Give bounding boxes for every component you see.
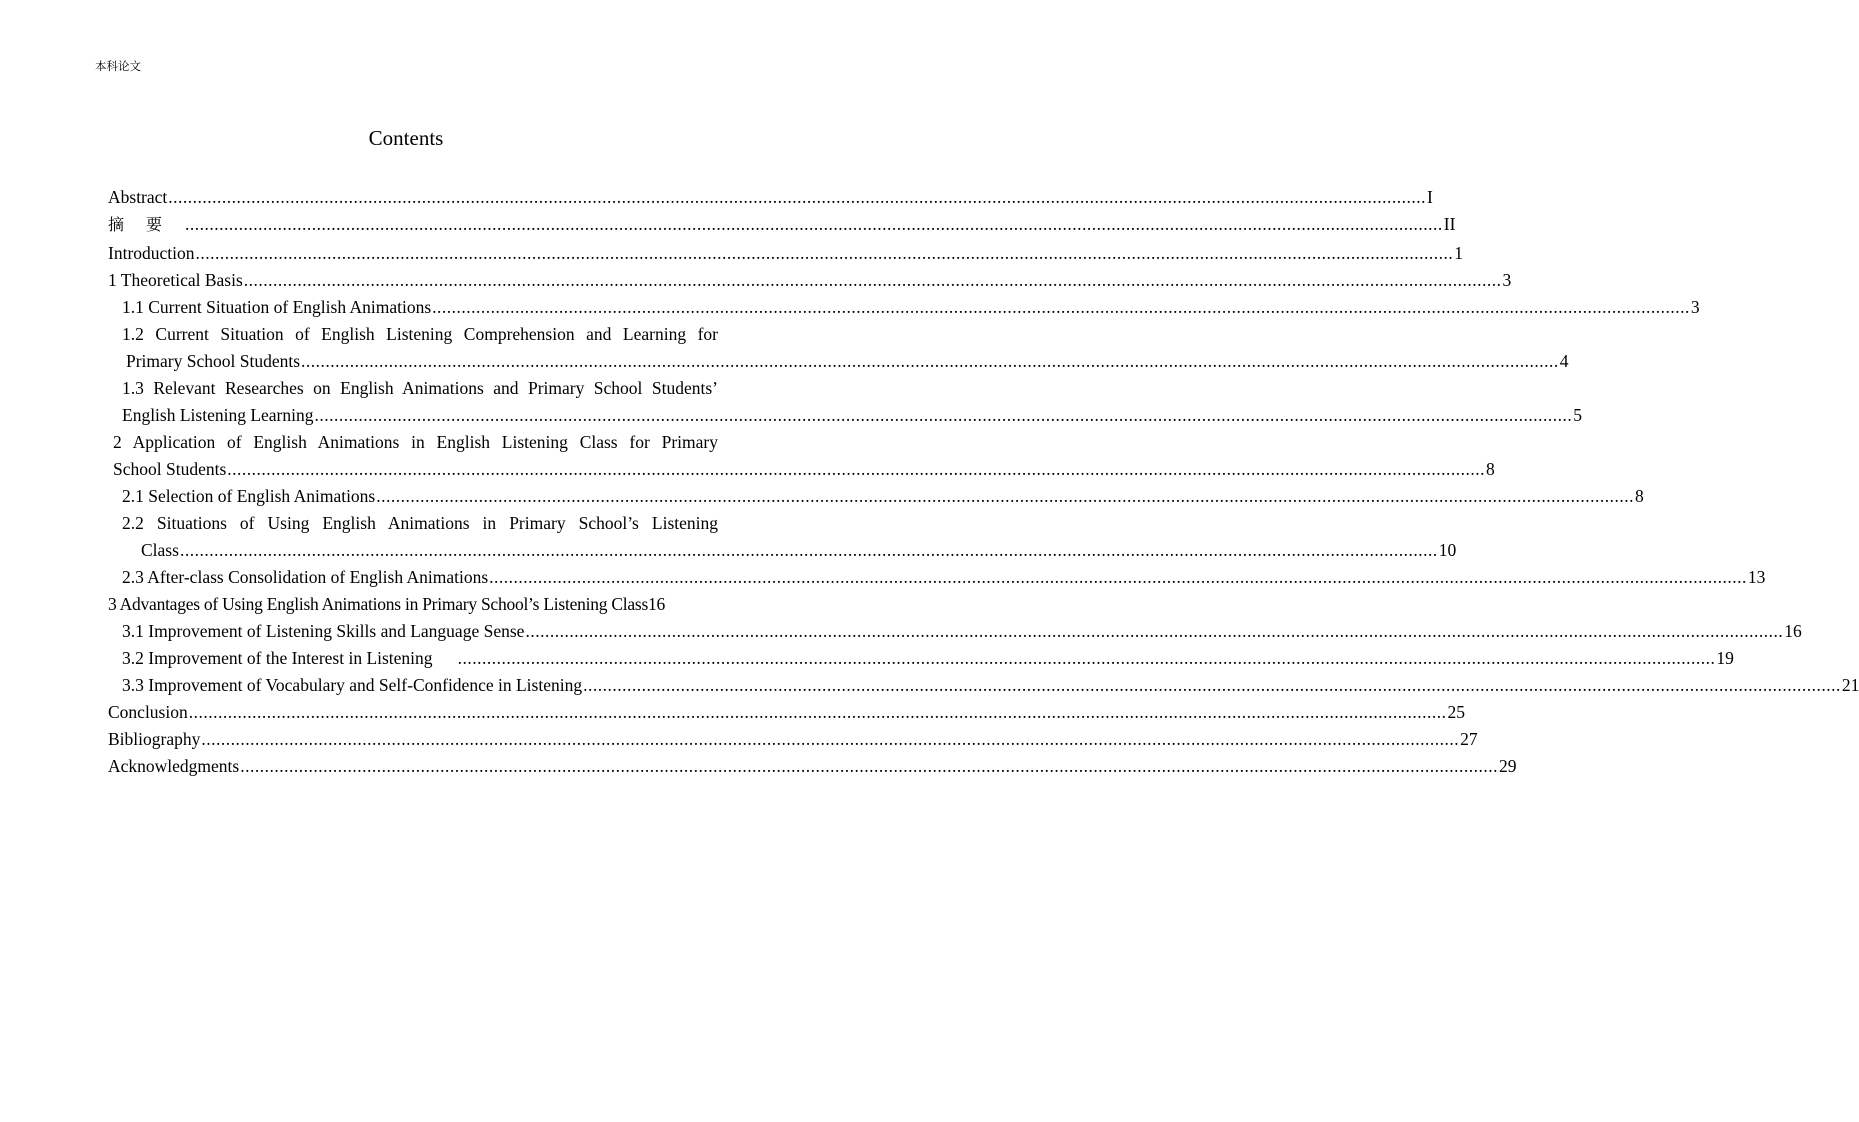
toc-entry-introduction[interactable]: [108, 240, 1464, 267]
toc-entry-label: Conclusion: [108, 702, 188, 722]
dot-leader: ..................................................................................................................................................................................................................................................................: [301, 351, 1559, 371]
toc-entry-chapter-1[interactable]: [108, 267, 1512, 294]
toc-page-number: 21: [1841, 675, 1859, 695]
toc-page-number: 25: [1447, 702, 1465, 722]
toc-page-number: II: [1443, 214, 1456, 234]
toc-entry-conclusion[interactable]: [108, 699, 1465, 726]
dot-leader: ..................................................................................................................................................................................................................................................................: [489, 567, 1747, 587]
toc-entry-label: 3.1 Improvement of Listening Skills and Language Sense: [122, 621, 525, 641]
page-title: Contents: [368, 126, 444, 150]
toc-page-number: 13: [1747, 567, 1766, 587]
toc-entry-section-1-1[interactable]: [122, 294, 1700, 321]
toc-page-number: 10: [1438, 540, 1457, 560]
toc-entry-label-line1: 2.2 Situations of Using English Animations in Primary School’s Listening: [122, 513, 718, 533]
dot-leader: ..................................................................................................................................................................................................................................................................: [185, 214, 1443, 234]
header-label: 本科论文: [95, 59, 141, 73]
toc-page-number: 19: [1716, 648, 1734, 668]
toc-entry-label-line2: School Students: [113, 459, 227, 479]
toc-entry-acknowledgments[interactable]: [108, 753, 1517, 780]
toc-entry-label-line1: 2 Application of English Animations in English Listening Class for Primary: [113, 432, 718, 452]
toc-entry-label: 2.1 Selection of English Animations: [122, 486, 376, 506]
toc-entry-label-line1: 1.3 Relevant Researches on English Animations and Primary School Students’: [122, 378, 718, 398]
toc-entry-continuation: [141, 537, 1457, 564]
toc-page-number: 3: [1502, 270, 1512, 290]
toc-page-number: I: [1427, 187, 1433, 207]
dot-leader: ..................................................................................................................................................................................................................................................................: [525, 621, 1784, 641]
dot-leader: ..................................................................................................................................................................................................................................................................: [227, 459, 1486, 479]
dot-leader: ..................................................................................................................................................................................................................................................................: [188, 702, 1447, 722]
toc-entry-label-line2: Class: [141, 540, 179, 560]
toc-page-number: 8: [1635, 486, 1644, 506]
toc-entry-section-3-2[interactable]: [122, 645, 1734, 672]
toc-page-number: 3: [1690, 297, 1700, 317]
toc-page-number: 29: [1498, 756, 1517, 776]
toc-entry-label: Bibliography: [108, 729, 201, 749]
dot-leader: ..................................................................................................................................................................................................................................................................: [457, 648, 1716, 668]
toc-entry-continuation: [113, 456, 1495, 483]
dot-leader: ..................................................................................................................................................................................................................................................................: [376, 486, 1634, 506]
toc-entry-label-line2: Primary School Students: [126, 351, 301, 371]
toc-entry-bibliography[interactable]: [108, 726, 1478, 753]
toc-entry-label: 3.2 Improvement of the Interest in Listening: [122, 648, 433, 668]
toc-page-number: 8: [1486, 459, 1495, 479]
toc-entry-label: Acknowledgments: [108, 756, 240, 776]
toc-entry-label: Abstract: [108, 187, 168, 207]
dot-leader: ..................................................................................................................................................................................................................................................................: [583, 675, 1841, 695]
toc-entry-label: 摘要: [108, 215, 185, 234]
toc-entry-label-line1: 1.2 Current Situation of English Listening Comprehension and Learning for: [122, 324, 718, 344]
toc-entry-section-3-3[interactable]: [122, 672, 1859, 699]
toc-entry-section-2-3[interactable]: [122, 564, 1766, 591]
toc-entry-continuation: [126, 348, 1569, 375]
toc-entry-label: 3.3 Improvement of Vocabulary and Self-Confidence in Listening: [122, 675, 583, 695]
toc-entry-section-3-1[interactable]: [122, 618, 1802, 645]
dot-leader: ..................................................................................................................................................................................................................................................................: [240, 756, 1498, 776]
toc-page-number: 1: [1454, 243, 1464, 263]
toc-entry-label: 1.1 Current Situation of English Animations: [122, 297, 432, 317]
toc-page-number: 16: [1784, 621, 1802, 641]
toc-entry-section-2-1[interactable]: [122, 483, 1644, 510]
dot-leader: ..................................................................................................................................................................................................................................................................: [179, 540, 1438, 560]
dot-leader: ..................................................................................................................................................................................................................................................................: [201, 729, 1460, 749]
toc-entry-label: 2.3 After-class Consolidation of English Animations: [122, 567, 489, 587]
toc-entry-label: 3 Advantages of Using English Animations in Primary School’s Listening Class: [108, 594, 649, 614]
toc-page-number: 27: [1460, 729, 1478, 749]
dot-leader: ..................................................................................................................................................................................................................................................................: [195, 243, 1454, 263]
dot-leader: ..................................................................................................................................................................................................................................................................: [243, 270, 1502, 290]
toc-entry-label: 1 Theoretical Basis: [108, 270, 243, 290]
dot-leader: ..................................................................................................................................................................................................................................................................: [314, 405, 1573, 425]
toc-entry-abstract[interactable]: [108, 184, 1433, 211]
toc-page-number: 4: [1559, 351, 1569, 371]
toc-entry-label-line2: English Listening Learning: [122, 405, 314, 425]
dot-leader: ..................................................................................................................................................................................................................................................................: [168, 187, 1427, 207]
toc-page-number: 5: [1573, 405, 1582, 425]
toc-entry-chapter-3[interactable]: [108, 591, 724, 618]
toc-entry-continuation: [122, 402, 1582, 429]
toc-page-number: 16: [648, 594, 666, 614]
toc-entry-label: Introduction: [108, 243, 195, 263]
toc-entry-zhaiyao[interactable]: [108, 211, 1456, 238]
dot-leader: ..................................................................................................................................................................................................................................................................: [432, 297, 1690, 317]
